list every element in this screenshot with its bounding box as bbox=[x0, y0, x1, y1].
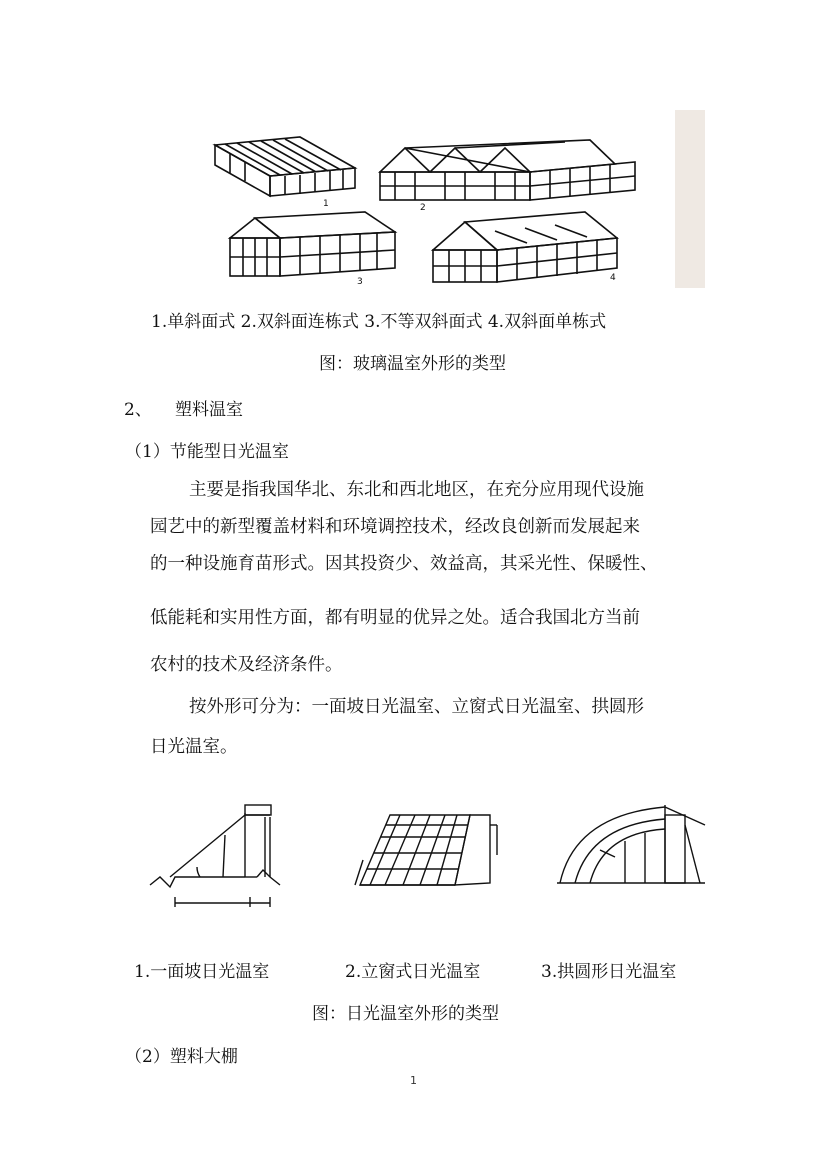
greenhouse-unequal-slope-drawing bbox=[230, 212, 395, 276]
panel-number-1: 1 bbox=[323, 199, 329, 209]
glass-figure-caption: 图：玻璃温室外形的类型 bbox=[319, 354, 506, 374]
arched-section-drawing bbox=[557, 805, 705, 883]
solar-label-2: 2.立窗式日光温室 bbox=[345, 962, 481, 982]
scan-shadow bbox=[675, 110, 705, 288]
glass-figure-labels: 1.单斜面式 2.双斜面连栋式 3.不等双斜面式 4.双斜面单栋式 bbox=[151, 312, 607, 332]
paragraph-line-5: 农村的技术及经济条件。 bbox=[150, 655, 343, 675]
panel-number-4: 4 bbox=[610, 273, 616, 283]
paragraph-line-3: 的一种设施育苗形式。因其投资少、效益高，其采光性、保暖性、 bbox=[150, 554, 658, 574]
solar-label-3: 3.拱圆形日光温室 bbox=[541, 962, 677, 982]
panel-number-2: 2 bbox=[420, 203, 426, 213]
section-title: 塑料温室 bbox=[175, 400, 243, 420]
solar-greenhouse-figure bbox=[145, 795, 715, 910]
lean-to-section-drawing bbox=[150, 805, 280, 907]
paragraph-line-1: 主要是指我国华北、东北和西北地区，在充分应用现代设施 bbox=[189, 480, 644, 500]
solar-label-1: 1.一面坡日光温室 bbox=[134, 962, 270, 982]
glass-greenhouse-figure bbox=[205, 110, 705, 288]
subsection-1-title: （1）节能型日光温室 bbox=[125, 442, 289, 462]
greenhouse-double-slope-drawing bbox=[433, 212, 617, 282]
vertical-window-drawing bbox=[355, 815, 497, 885]
paragraph-line-2: 园艺中的新型覆盖材料和环境调控技术，经改良创新而发展起来 bbox=[150, 517, 640, 537]
greenhouse-single-slope-drawing bbox=[215, 137, 355, 196]
solar-figure-caption: 图：日光温室外形的类型 bbox=[312, 1004, 499, 1024]
panel-number-3: 3 bbox=[357, 277, 363, 287]
shape-line-2: 日光温室。 bbox=[150, 737, 238, 757]
greenhouse-multi-span-drawing bbox=[380, 140, 635, 200]
section-number: 2、 bbox=[124, 400, 152, 420]
shape-line-1: 按外形可分为：一面坡日光温室、立窗式日光温室、拱圆形 bbox=[189, 697, 644, 717]
paragraph-line-4: 低能耗和实用性方面，都有明显的优异之处。适合我国北方当前 bbox=[150, 608, 640, 628]
subsection-2-title: （2）塑料大棚 bbox=[125, 1047, 238, 1067]
page-number: 1 bbox=[410, 1074, 417, 1087]
